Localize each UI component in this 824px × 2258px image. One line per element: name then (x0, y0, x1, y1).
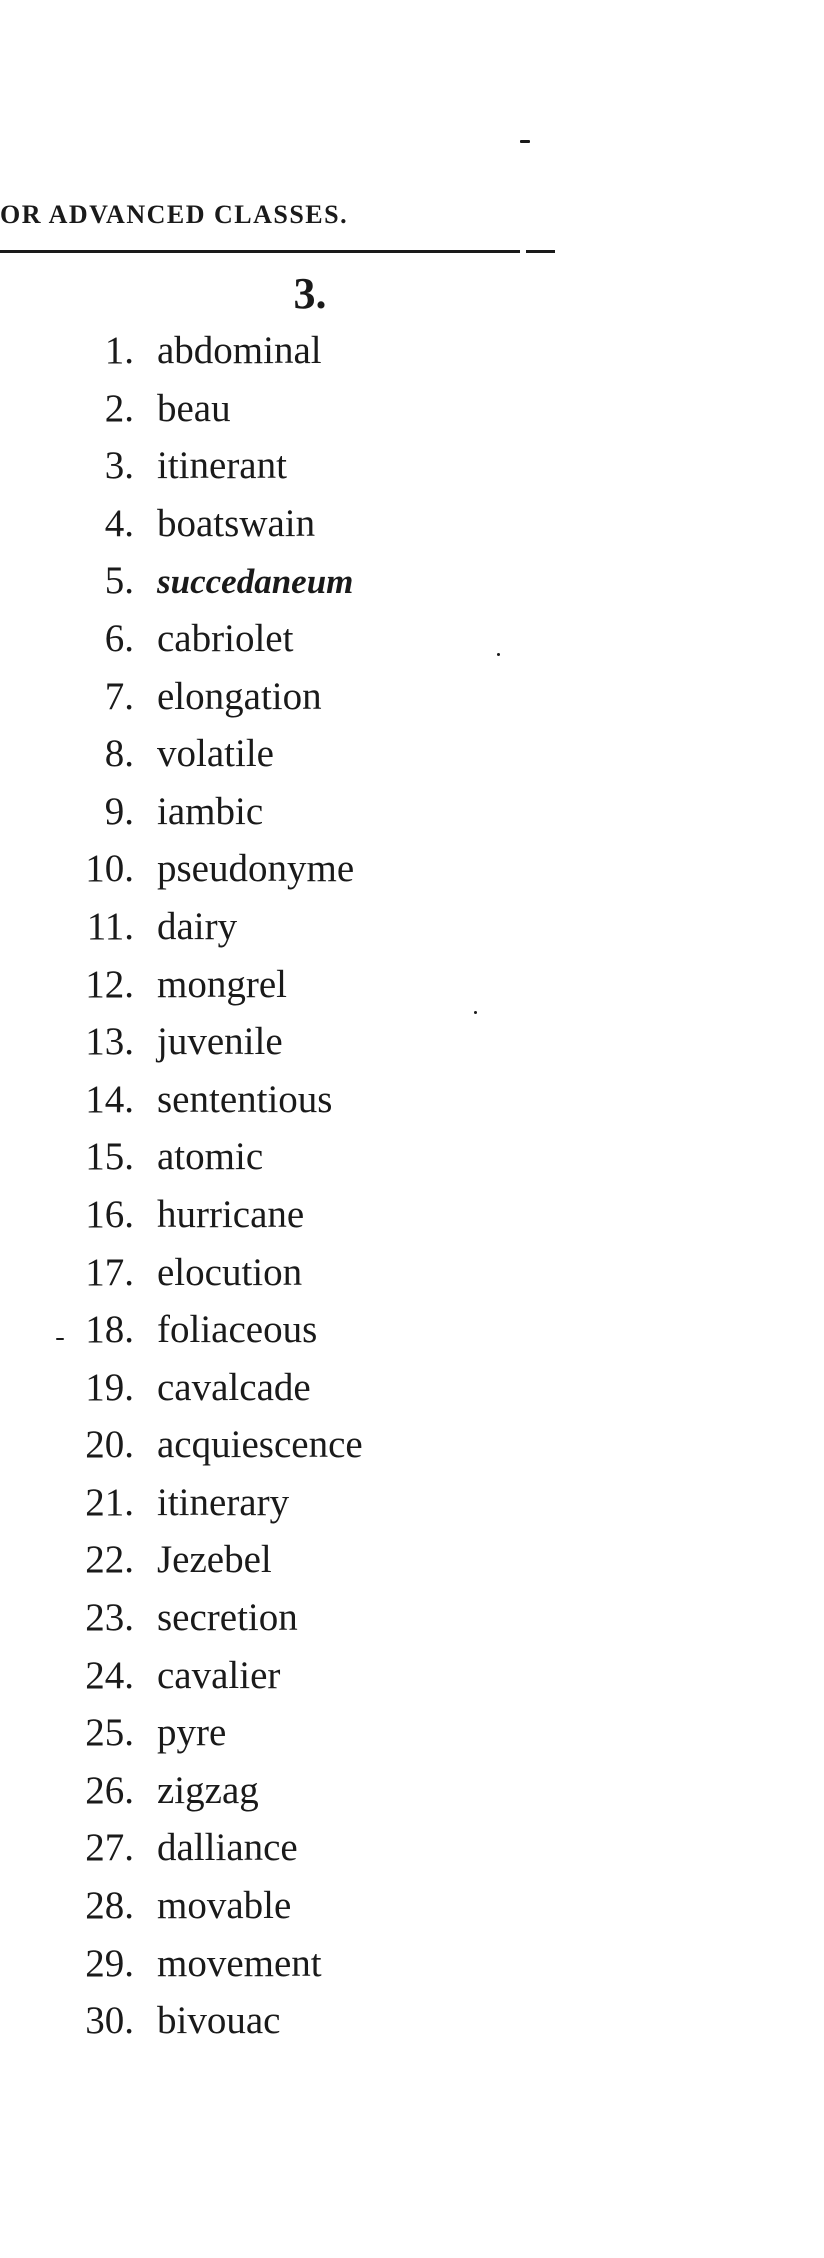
item-number: 16. (85, 1192, 134, 1236)
item-number: 9. (104, 789, 134, 833)
item-number: 10. (85, 847, 134, 891)
list-item (0, 898, 363, 956)
item-word: acquiescence (157, 1423, 363, 1467)
item-number: 4. (104, 501, 134, 545)
list-item (0, 1071, 363, 1129)
item-number: 13. (85, 1020, 134, 1064)
item-word: bivouac (157, 1999, 281, 2043)
list-item (0, 1301, 363, 1359)
list-item (0, 495, 363, 553)
item-number: 28. (85, 1884, 134, 1928)
item-number: 24. (85, 1653, 134, 1697)
item-word: secretion (157, 1596, 298, 1640)
list-item (0, 1416, 363, 1474)
list-item (0, 1474, 363, 1532)
list-item (0, 1589, 363, 1647)
item-number: 19. (85, 1365, 134, 1409)
item-number: 20. (85, 1423, 134, 1467)
item-number: 26. (85, 1768, 134, 1812)
item-word: beau (157, 386, 231, 430)
list-item (0, 1762, 363, 1820)
item-word: cabriolet (157, 616, 294, 660)
list-item (0, 552, 363, 610)
item-number: 21. (85, 1480, 134, 1524)
list-item (0, 956, 363, 1014)
item-number: 15. (85, 1135, 134, 1179)
item-number: 23. (85, 1596, 134, 1640)
item-word: Jezebel (157, 1538, 272, 1582)
list-item (0, 437, 363, 495)
list-item (0, 380, 363, 438)
list-item (0, 1531, 363, 1589)
spelling-word-list (0, 322, 363, 2050)
item-word: atomic (157, 1135, 264, 1179)
item-number: 27. (85, 1826, 134, 1870)
list-item (0, 1704, 363, 1762)
print-speck (56, 1338, 64, 1340)
item-word: juvenile (157, 1020, 283, 1064)
item-word: succedaneum (157, 562, 354, 602)
item-word: elongation (157, 674, 322, 718)
item-word: movable (157, 1884, 292, 1928)
item-number: 8. (104, 732, 134, 776)
section-number: 3. (293, 269, 327, 318)
list-item (0, 1013, 363, 1071)
list-item (0, 668, 363, 726)
item-word: elocution (157, 1250, 303, 1294)
list-item (0, 1128, 363, 1186)
list-item (0, 840, 363, 898)
list-item (0, 1359, 363, 1417)
list-item (0, 783, 363, 841)
item-number: 29. (85, 1941, 134, 1985)
item-word: iambic (157, 789, 264, 833)
item-number: 14. (85, 1077, 134, 1121)
item-word: sententious (157, 1077, 333, 1121)
item-word: abdominal (157, 329, 322, 372)
item-word: dairy (157, 904, 238, 948)
running-head: OR ADVANCED CLASSES. (0, 200, 349, 229)
item-word: pyre (157, 1711, 227, 1755)
item-number: 7. (104, 674, 134, 718)
list-item (0, 1935, 363, 1993)
item-number: 3. (104, 444, 134, 488)
item-number: 2. (104, 386, 134, 430)
item-number: 18. (85, 1308, 134, 1352)
item-word: pseudonyme (157, 847, 355, 891)
list-item (0, 725, 363, 783)
list-item (0, 1819, 363, 1877)
item-word: dalliance (157, 1826, 298, 1870)
list-item (0, 1992, 363, 2050)
item-word: volatile (157, 732, 274, 776)
item-number: 22. (85, 1538, 134, 1582)
item-word: itinerary (157, 1480, 290, 1524)
item-word: cavalcade (157, 1365, 311, 1409)
item-word: zigzag (157, 1768, 259, 1812)
item-word: movement (157, 1941, 322, 1985)
item-word: foliaceous (157, 1308, 318, 1352)
item-word: cavalier (157, 1653, 281, 1697)
item-number: 17. (85, 1250, 134, 1294)
list-item (0, 1877, 363, 1935)
item-word: mongrel (157, 962, 287, 1006)
item-word: itinerant (157, 444, 287, 488)
item-number: 11. (86, 904, 134, 948)
item-number: 25. (85, 1711, 134, 1755)
item-number: 30. (85, 1999, 134, 2043)
list-item (0, 1186, 363, 1244)
item-number: 6. (104, 616, 134, 660)
list-item (0, 610, 363, 668)
item-word: boatswain (157, 501, 316, 545)
item-number: 5. (104, 559, 134, 603)
header-rule-gap (520, 249, 526, 254)
item-word: hurricane (157, 1192, 305, 1236)
print-mark (520, 140, 530, 143)
print-speck (497, 653, 500, 656)
header-rule (0, 250, 555, 253)
list-item (0, 1647, 363, 1705)
list-item (0, 322, 363, 380)
list-item (0, 1244, 363, 1302)
item-number: 1. (104, 329, 134, 372)
item-number: 12. (85, 962, 134, 1006)
print-speck (474, 1011, 477, 1014)
